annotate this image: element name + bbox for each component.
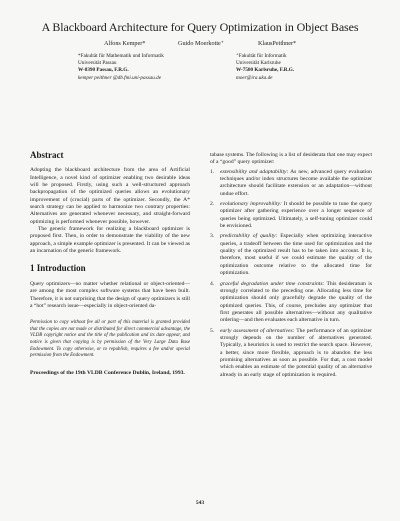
- aff-karlsruhe-email: moer@ira.uka.de: [236, 74, 273, 81]
- aff-karlsruhe-line3: W-7500 Karlsruhe, F.R.G.: [236, 67, 295, 74]
- introduction-heading: 1 Introduction: [30, 263, 86, 274]
- left-column: [30, 152, 190, 377]
- permission-notice: Permission to copy without fee all or part of this material is granted provided that the copies are not made or distributed for direct commercial advantage, the VLDB copyright notice and the title of the publication and its date appear, and notice is given that copying is by permission of the Very Large Data Base Endowment. To copy otherwise, or to republish, requires a fee and/or special permission from the Endowment.: [30, 320, 190, 359]
- aff-karlsruhe-line1: ⁺Fakultät für Informatik: [236, 53, 287, 59]
- list-item-heading: predictability of quality:: [220, 233, 278, 240]
- list-item-number: 1.: [210, 168, 215, 175]
- aff-karlsruhe-line2: Universität Karlsruhe: [236, 60, 281, 67]
- right-column: [210, 152, 372, 382]
- list-item-heading: early assessment of alternatives:: [220, 327, 295, 334]
- proceedings-note: Proceedings of the 19th VLDB Conference Dublin, Ireland, 1993.: [30, 369, 185, 376]
- list-item-heading: graceful degradation under time constraints:: [220, 280, 325, 287]
- list-item-text: This desideratum is strongly correlated to the preceding one. Allocating less time for optimization should only gracefully degrade the quality of the optimized queries. This, of course, precludes any optimizer that first generates all possible alternatives—without any qualitative ordering—and then evaluates each alternative in turn.: [220, 280, 372, 324]
- introduction-paragraph-1: Query optimizers—no matter whether relational or object-oriented—are among the most complex software systems that have been built. Therefore, it is not surprising that the design of query optimizers is still a “hot” research issue—especially in object-oriented da-: [30, 280, 190, 309]
- list-item-number: 5.: [210, 327, 215, 334]
- list-item: [210, 169, 372, 198]
- list-item-text: Especially when optimizing interactive queries, a tradeoff between the time used for optimization and the quality of the optimized result has to be taken into account. It is, therefore, most useful if we could estimate the quality of the optimization outcome relative to the allocated time for optimization.: [220, 233, 372, 277]
- affiliation-passau: [78, 53, 164, 82]
- desiderata-lead: tabase systems. The following is a list of desiderata that one may expect of a “good” query optimizer:: [210, 152, 372, 166]
- list-item: [210, 328, 372, 379]
- aff-passau-line3: W-8390 Passau, F.R.G.: [78, 67, 129, 74]
- author-kemper: Alfons Kemper*: [104, 40, 146, 47]
- list-item: [210, 201, 372, 230]
- list-item: [210, 233, 372, 277]
- list-item-heading: extensibility and adaptability:: [220, 168, 289, 175]
- aff-passau-line2: Universität Passau: [78, 60, 117, 67]
- list-item-text: As new, advanced query evaluation techniques and/or index structures become available the optimizer architecture should facilitate extension or an adaptation—without undue effort.: [220, 168, 372, 197]
- aff-passau-email: kemper peithner @db.fmi.uni-passau.de: [78, 74, 162, 81]
- abstract-paragraph-2: The generic framework for realizing a blackboard optimizer is proposed first. Then, in order to demonstrate the viability of the new approach, a simple example optimizer is presented. It can be viewed as an incarnation of the generic framework.: [30, 226, 190, 255]
- author-moerkotte: Guido Moerkotte⁺: [178, 40, 225, 47]
- abstract-heading: Abstract: [30, 150, 64, 160]
- list-item-text: It should be possible to tune the query optimizer after gathering experience over a longer sequence of queries being optimized. Ultimately, a self-tuning optimizer could be envisioned.: [220, 201, 372, 230]
- list-item-text: The performance of an optimizer strongly depends on the number of alternatives generated. Typically, a heuristics is used to restrict the search space. However, a better, since more flexible, approach is to abandon the less promising alternatives as soon as possible. For that, a cost model which enables an estimate of the potential quality of an alternative already in an early stage of optimization is required.: [220, 327, 372, 378]
- page-number: 543: [195, 500, 205, 506]
- list-item-heading: evolutionary improvability:: [220, 201, 282, 208]
- author-peithner: KlausPeithner*: [258, 40, 297, 47]
- list-item-number: 3.: [210, 233, 215, 240]
- desiderata-list: [210, 169, 372, 379]
- paper-title: A Blackboard Architecture for Query Optimization in Object Bases: [41, 20, 359, 34]
- affiliation-karlsruhe: [236, 53, 294, 82]
- abstract-paragraph-1: Adopting the blackboard architecture from the area of Artificial Intelligence, a novel kind of optimizer enabling two desirable ideas will be proposed. Firstly, using such a well-structured approach backpropagation of the optimized queries allows an evolutionary improvement of (crucial) parts of the optimizer. Secondly, the A* search strategy can be applied to harmonize two contrary properties: Alternatives are generated whenever necessary, and straight-forward optimizing is performed whenever possible, however.: [30, 167, 190, 225]
- list-item-number: 2.: [210, 201, 215, 208]
- list-item: [210, 281, 372, 325]
- aff-passau-line1: *Fakultät für Mathematik und Informatik: [78, 53, 164, 59]
- list-item-number: 4.: [210, 280, 215, 287]
